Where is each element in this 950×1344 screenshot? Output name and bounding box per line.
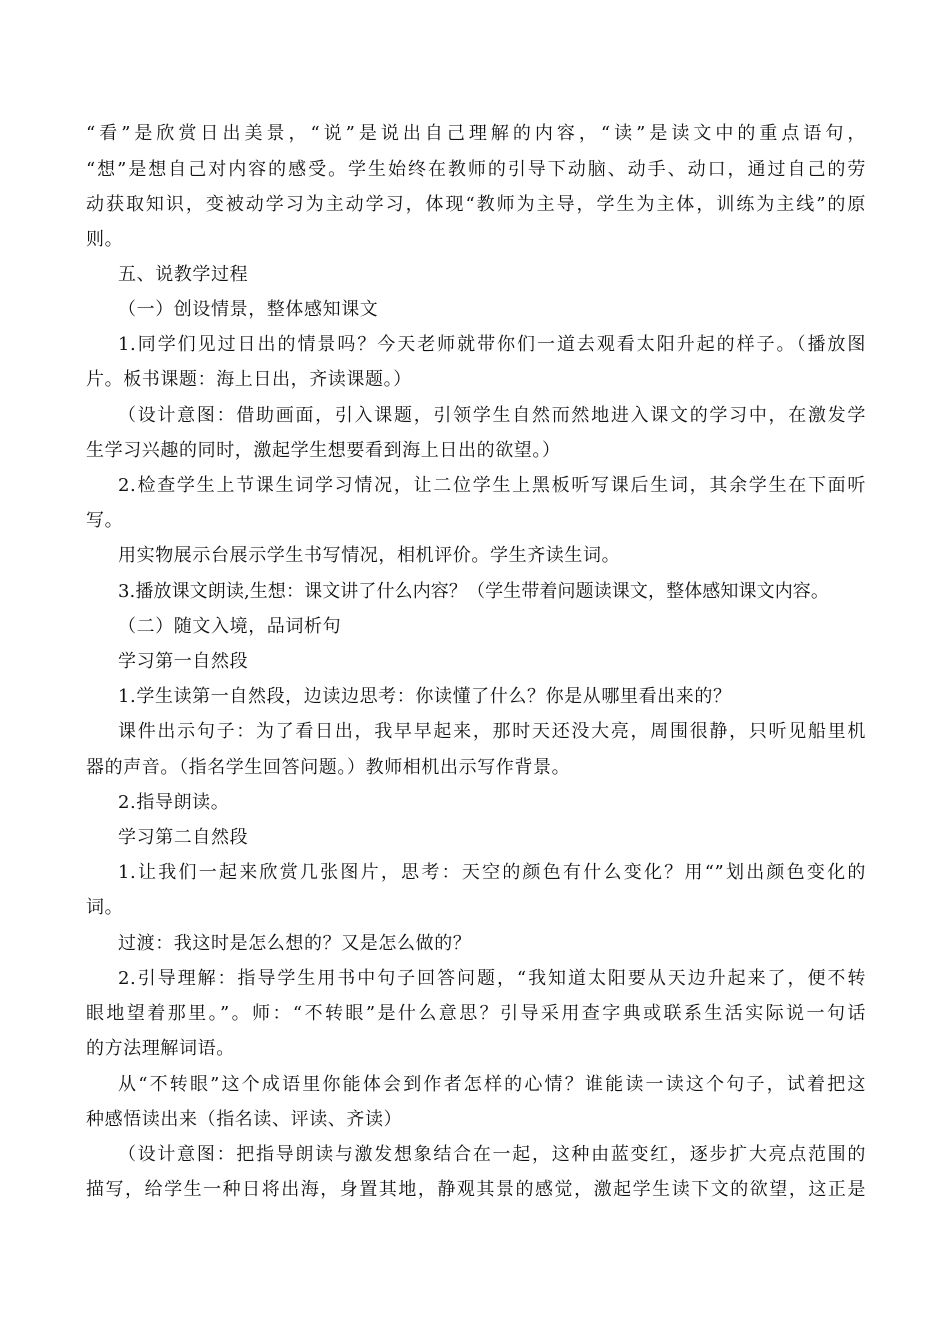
text-line: 2.指导朗读。 bbox=[118, 792, 230, 813]
text-line: “看”是欣赏日出美景，“说”是说出自己理解的内容，“读”是读文中的重点语句， bbox=[86, 123, 866, 144]
subsection-heading: （二）随文入境，品词析句 bbox=[118, 616, 342, 637]
text-line: 课件出示句子：为了看日出，我早早起来，那时天还没大亮，周围很静，只听见船里机 bbox=[118, 721, 866, 742]
text-line: “想”是想自己对内容的感受。学生始终在教师的引导下动脑、动手、动口，通过自己的劳 bbox=[86, 159, 866, 180]
text-line: 2.引导理解：指导学生用书中句子回答问题，“我知道太阳要从天边升起来了，便不转 bbox=[118, 968, 866, 989]
text-line: 器的声音。（指名学生回答问题。）教师相机出示写作背景。 bbox=[86, 757, 571, 778]
text-line: 则。 bbox=[86, 229, 124, 250]
text-line: 词。 bbox=[86, 897, 124, 918]
text-line: 2.检查学生上节课生词学习情况，让二位学生上黑板听写课后生词，其余学生在下面听 bbox=[118, 475, 866, 496]
design-intent-line: 描写，给学生一种日将出海，身置其地，静观其景的感觉，激起学生读下文的欲望，这正是 bbox=[86, 1179, 866, 1200]
text-line: 1.让我们一起来欣赏几张图片，思考：天空的颜色有什么变化？用“”划出颜色变化的 bbox=[118, 862, 866, 883]
text-line: 种感悟读出来（指名读、评读、齐读） bbox=[86, 1109, 403, 1130]
design-intent-line: （设计意图：借助画面，引入课题，引领学生自然而然地进入课文的学习中，在激发学 bbox=[118, 405, 866, 426]
text-line: 的方法理解词语。 bbox=[86, 1038, 235, 1059]
text-line: 3.播放课文朗读,生想：课文讲了什么内容？（学生带着问题读课文，整体感知课文内容。 bbox=[118, 581, 829, 602]
text-line: 动获取知识，变被动学习为主动学习，体现“教师为主导，学生为主体，训练为主线”的原 bbox=[86, 194, 866, 215]
paragraph-heading: 学习第二自然段 bbox=[118, 827, 249, 848]
text-line: 片。板书课题：海上日出，齐读课题。） bbox=[86, 369, 412, 390]
text-line: 从“不转眼”这个成语里你能体会到作者怎样的心情？谁能读一读这个句子，试着把这 bbox=[118, 1074, 866, 1095]
text-line: 1.同学们见过日出的情景吗？今天老师就带你们一道去观看太阳升起的样子。（播放图 bbox=[118, 334, 866, 355]
design-intent-line: （设计意图：把指导朗读与激发想象结合在一起，这种由蓝变红，逐步扩大亮点范围的 bbox=[118, 1144, 866, 1165]
text-line: 过渡：我这时是怎么想的？又是怎么做的？ bbox=[118, 933, 472, 954]
design-intent-line: 生学习兴趣的同时，激起学生想要看到海上日出的欲望。） bbox=[86, 440, 561, 461]
text-line: 1.学生读第一自然段，边读边思考：你读懂了什么？你是从哪里看出来的？ bbox=[118, 686, 732, 707]
subsection-heading: （一）创设情景，整体感知课文 bbox=[118, 299, 379, 320]
text-line: 写。 bbox=[86, 510, 124, 531]
text-line: 眼地望着那里。”。师：“不转眼”是什么意思？引导采用查字典或联系生活实际说一句话 bbox=[86, 1003, 866, 1024]
text-line: 用实物展示台展示学生书写情况，相机评价。学生齐读生词。 bbox=[118, 545, 621, 566]
section-heading: 五、说教学过程 bbox=[118, 264, 249, 285]
paragraph-heading: 学习第一自然段 bbox=[118, 651, 249, 672]
